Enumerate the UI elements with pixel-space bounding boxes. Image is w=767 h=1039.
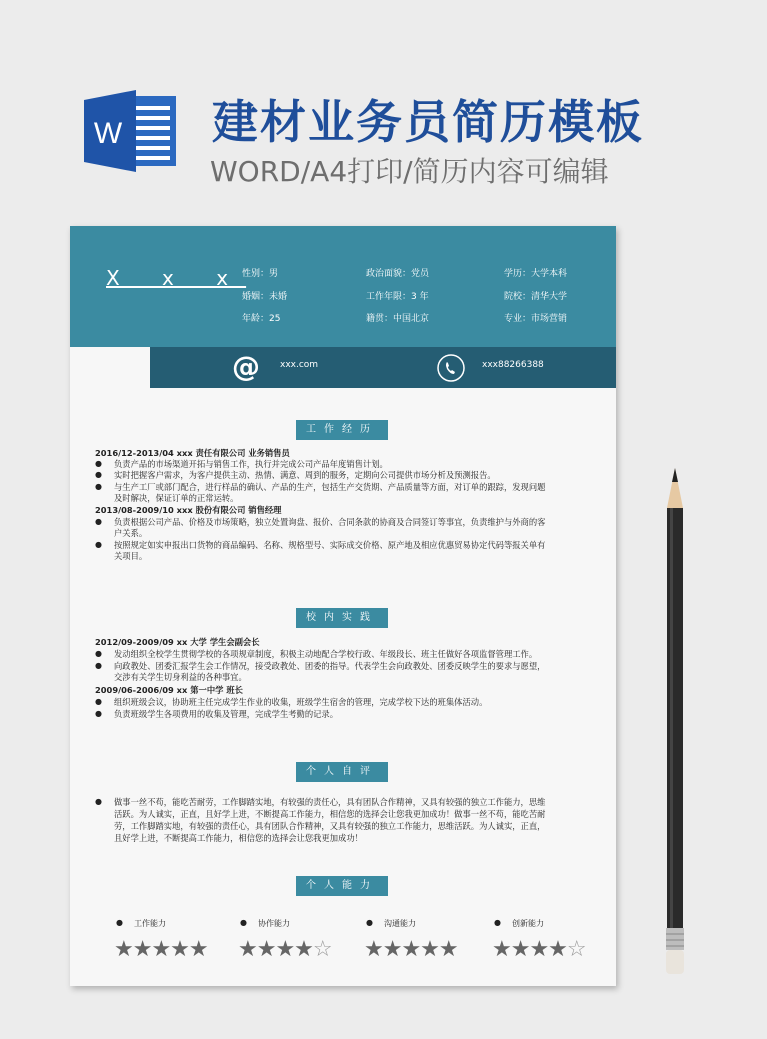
campus-entry-1-header: 2012/09-2009/09 xx 大学 学生会副会长 [95, 637, 260, 647]
work-entry-2-header: 2013/08-2009/10 xxx 股份有限公司 销售经理 [95, 505, 282, 515]
work-line: 关项目。 [114, 551, 148, 561]
info-degree: 学历：大学本科 [504, 269, 568, 279]
skill-label-collab: 协作能力 [258, 919, 290, 928]
section-title-campus: 校内实践 [296, 608, 388, 628]
phone-icon [436, 353, 466, 383]
skill-rating-collab: ★★★★☆ [238, 937, 332, 962]
work-line: 负责根据公司产品、价格及市场策略，独立处置询盘、报价、合同条款的协商及合同签订等事宜，负责维护与外商的客 [114, 517, 546, 527]
info-school: 院校：清华大学 [504, 292, 568, 302]
info-gender: 性别：男 [242, 269, 279, 279]
work-line: 户关系。 [114, 528, 148, 538]
bullet-icon: ● [95, 517, 102, 526]
campus-line: 组织班级会议，协助班主任完成学生作业的收集，班级学生宿舍的管理，完成学校下达的班集体活动。 [114, 697, 488, 707]
bullet-icon: ● [95, 459, 102, 468]
skill-rating-innovation: ★★★★☆ [492, 937, 586, 962]
campus-entry-2-header: 2009/06-2006/09 xx 第一中学 班长 [95, 685, 243, 695]
skill-label-innovation: 创新能力 [512, 919, 544, 928]
skill-rating-work: ★★★★★ [114, 937, 208, 962]
skill-label-work: 工作能力 [134, 919, 166, 928]
bullet-icon: ● [95, 649, 102, 658]
page-title: 建材业务员简历模板 [212, 95, 644, 149]
email-text: xxx.com [280, 360, 319, 370]
section-title-abilities: 个人能力 [296, 876, 388, 896]
work-line: 按照规定如实申报出口货物的商品编码、名称、规格型号、实际成交价格、原产地及相应优惠贸易协定代码等报关单有 [114, 540, 546, 550]
page-subtitle: WORD/A4打印/简历内容可编辑 [210, 155, 609, 188]
section-title-self-eval: 个人自评 [296, 762, 388, 782]
work-line: 与生产工厂或部门配合，进行样品的确认、产品的生产，包括生产交货期、产品质量等方面，对订单的跟踪，发现问题 [114, 482, 546, 492]
skill-rating-communication: ★★★★★ [364, 937, 458, 962]
bullet-icon: ● [366, 918, 373, 927]
bullet-icon: ● [95, 797, 102, 806]
bullet-icon: ● [95, 482, 102, 491]
word-logo-letter: W [93, 117, 123, 150]
bullet-icon: ● [494, 918, 501, 927]
work-entry-1-header: 2016/12-2013/04 xxx 责任有限公司 业务销售员 [95, 448, 290, 458]
info-politics: 政治面貌：党员 [366, 269, 430, 279]
self-eval-line: 且好学上进，不断提高工作能力，相信您的选择会让您我更加成功！ [114, 833, 363, 843]
info-marriage: 婚姻：未婚 [242, 292, 288, 302]
work-line: 实时把握客户需求，为客户提供主动、热情、满意、周到的服务，定期向公司提供市场分析及预测报告。 [114, 470, 496, 480]
bullet-icon: ● [95, 661, 102, 670]
info-major: 专业：市场营销 [504, 314, 568, 324]
self-eval-line: 劳，工作脚踏实地，有较强的责任心，具有团队合作精神，又具有较强的独立工作能力，思维活跃。为人诚实，正直， [114, 821, 546, 831]
info-years: 工作年限：3 年 [366, 292, 429, 302]
campus-line: 负责班级学生各项费用的收集及管理，完成学生考勤的记录。 [114, 709, 339, 719]
work-line: 负责产品的市场渠道开拓与销售工作，执行并完成公司产品年度销售计划。 [114, 459, 388, 469]
info-native: 籍贯：中国北京 [366, 314, 430, 324]
info-age: 年龄：25 [242, 314, 281, 324]
bullet-icon: ● [95, 540, 102, 549]
contact-band [150, 347, 616, 388]
bullet-icon: ● [95, 470, 102, 479]
candidate-name: X x x [106, 266, 247, 290]
skill-label-communication: 沟通能力 [384, 919, 416, 928]
campus-line: 向政教处、团委汇报学生会工作情况，接受政教处、团委的指导。代表学生会向政教处、团委反映学生的要求与愿望， [114, 661, 546, 671]
bullet-icon: ● [95, 709, 102, 718]
pencil-icon [660, 468, 690, 988]
campus-line: 发动组织全校学生贯彻学校的各项规章制度，积极主动地配合学校行政、年级段长、班主任做好各项监督管理工作。 [114, 649, 538, 659]
word-logo-icon [84, 88, 180, 174]
bullet-icon: ● [95, 697, 102, 706]
phone-text: xxx88266388 [482, 360, 544, 370]
work-line: 及时解决，保证订单的正常运转。 [114, 493, 239, 503]
self-eval-line: 活跃。为人诚实，正直，且好学上进，不断提高工作能力，相信您的选择会让您我更加成功！做事一丝不苟，能吃苦耐 [114, 809, 546, 819]
bullet-icon: ● [116, 918, 123, 927]
bullet-icon: ● [240, 918, 247, 927]
section-title-work: 工作经历 [296, 420, 388, 440]
campus-line: 交涉有关学生切身利益的各种事宜。 [114, 672, 247, 682]
self-eval-line: 做事一丝不苟，能吃苦耐劳，工作脚踏实地，有较强的责任心，具有团队合作精神，又具有较强的独立工作能力，思维 [114, 797, 546, 807]
email-icon: @ [232, 350, 260, 383]
